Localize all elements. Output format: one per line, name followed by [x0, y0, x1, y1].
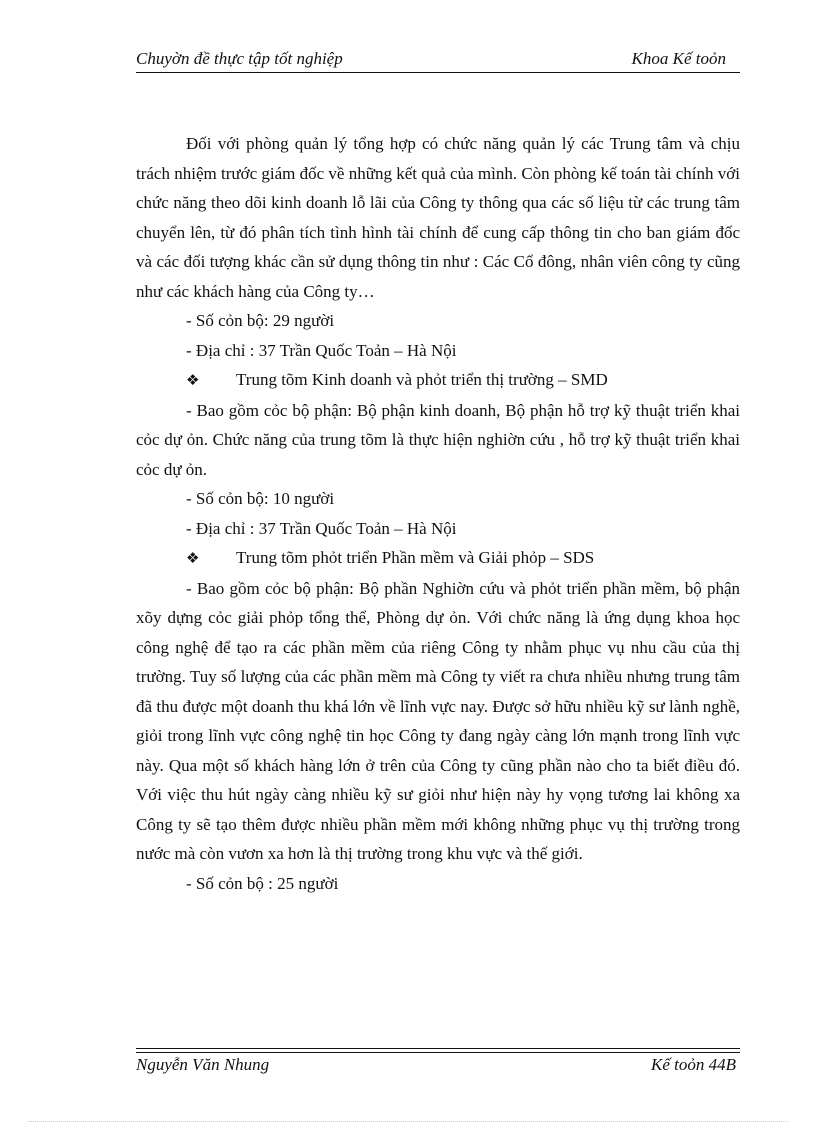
diamond-bullet-icon: ❖ [186, 549, 200, 567]
page-bottom-divider [28, 1121, 788, 1122]
bullet-sds-text: Trung tõm phỏt triển Phần mềm và Giải phỏp – SDS [236, 548, 595, 567]
header-title: Chuyờn đề thực tập tốt nghiệp [136, 49, 343, 68]
smd-staff-line: - Số cỏn bộ: 10 người [186, 489, 335, 508]
document-body [136, 129, 740, 898]
paragraph-intro: Đối với phòng quản lý tổng hợp có chức năng quản lý các Trung tâm và chịu trách nhiệm trước giám đốc về những kết quả của mình. Còn phòng kế toán tài chính với chức năng theo dõi kinh doanh lỗ lãi của Công ty thông qua các số liệu từ các trung tâm chuyển lên, từ đó phân tích tình hình tài chính để cung cấp thông tin cho ban giám đốc và các đối tượng khác cần sử dụng thông tin như : Các Cổ đông, nhân viên công ty cũng như các khách hàng của Công ty… [136, 134, 740, 301]
page-footer [136, 1055, 740, 1077]
page-header [136, 49, 740, 71]
diamond-bullet-icon: ❖ [186, 371, 200, 389]
paragraph-smd: - Bao gồm cỏc bộ phận: Bộ phận kinh doanh, Bộ phận hỗ trợ kỹ thuật triển khai cỏc dự ỏn. Chức năng của trung tõm là thực hiện nghiờn cứu , hỗ trợ kỹ thuật triển khai cỏc dự ỏn. [136, 400, 740, 479]
paragraph-sds: - Bao gồm cỏc bộ phận: Bộ phần Nghiờn cứu và phỏt triển phần mềm, bộ phận xõy dựng cỏc giải phỏp tổng thể, Phòng dự ỏn. Với chức năng là ứng dụng khoa học công nghệ để tạo ra các phần mềm của riêng Công ty nhằm phục vụ nhu cầu của thị trường. Tuy số lượng của các phần mềm mà Công ty viết ra chưa nhiều nhưng trung tâm đã thu được một doanh thu khá lớn về lĩnh vực nay. Được sở hữu nhiều kỹ sư lành nghề, giỏi trong lĩnh vực công nghệ tin học Công ty đang ngày càng lớn mạnh trong lĩnh vực này. Qua một số khách hàng lớn ở trên của Công ty cũng phần nào cho ta biết điều đó. Với việc thu hút ngày càng nhiều kỹ sư giỏi như hiện này hy vọng tương lai không xa Công ty sẽ tạo thêm được nhiều phần mềm mới không những phục vụ thị trường trong nước mà còn vươn xa hơn là thị trường trong khu vực và thế giới. [136, 578, 740, 863]
footer-rule [136, 1048, 740, 1053]
footer-author: Nguyễn Văn Nhung [136, 1055, 270, 1074]
bullet-sds [136, 543, 740, 574]
bullet-smd [136, 365, 740, 396]
smd-address-line: - Địa chỉ : 37 Trần Quốc Toản – Hà Nội [186, 518, 457, 538]
footer-class: Kế toỏn 44B [651, 1055, 736, 1074]
staff-count-line: - Số cỏn bộ: 29 người [186, 311, 335, 330]
bullet-smd-text: Trung tõm Kinh doanh và phỏt triển thị trường – SMD [236, 370, 608, 389]
sds-staff-line: - Số cỏn bộ : 25 người [186, 873, 339, 893]
header-rule [136, 72, 740, 73]
address-line: - Địa chỉ : 37 Trần Quốc Toản – Hà Nội [186, 340, 457, 360]
header-department: Khoa Kế toỏn [631, 49, 726, 68]
